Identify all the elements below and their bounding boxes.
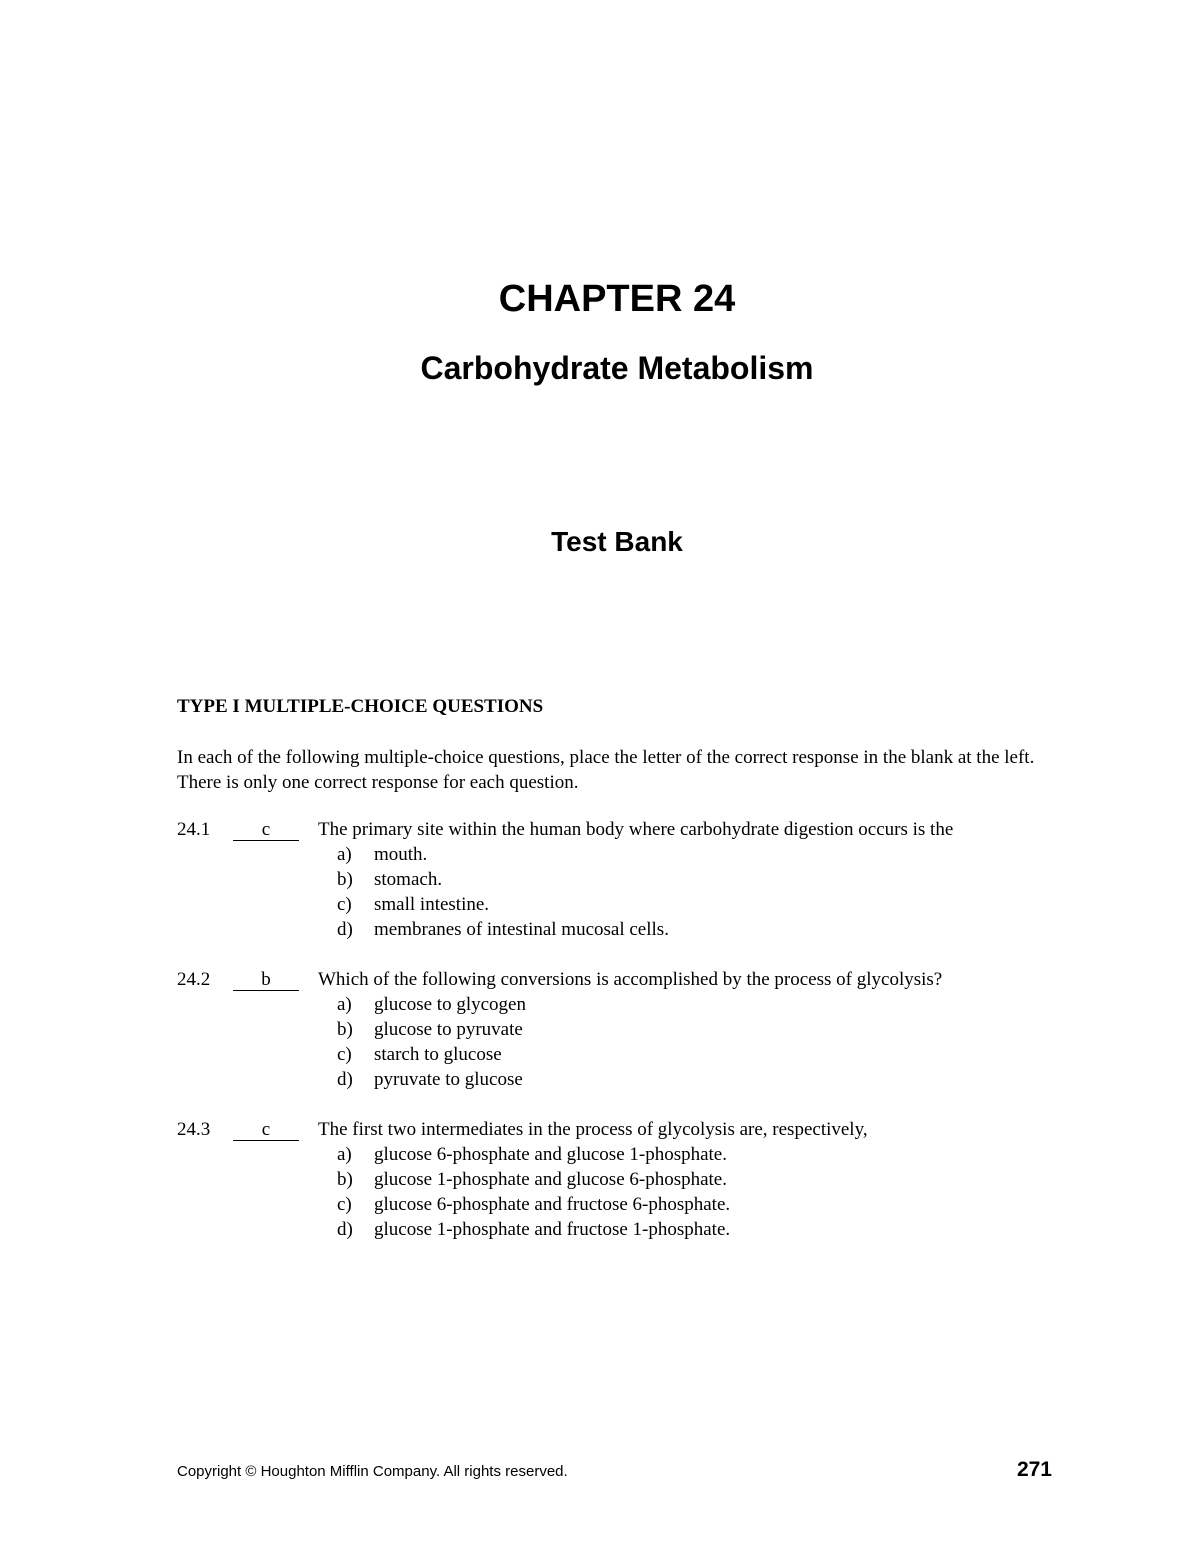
option-text: stomach. bbox=[374, 869, 443, 890]
option-text: glucose 1-phosphate and fructose 1-phosphate. bbox=[374, 1219, 731, 1240]
option-letter: b) bbox=[337, 1019, 353, 1040]
instructions-paragraph: In each of the following multiple-choice questions, place the letter of the correct response in the blank at the left. There is only one correct response for each question. bbox=[177, 747, 1035, 793]
test-bank-heading: Test Bank bbox=[551, 526, 683, 557]
chapter-title: CHAPTER 24 bbox=[498, 278, 736, 320]
option-text: starch to glucose bbox=[374, 1044, 502, 1065]
option-item bbox=[337, 992, 1077, 1017]
option-item bbox=[337, 1067, 1077, 1092]
option-letter: a) bbox=[337, 1144, 352, 1165]
option-text: small intestine. bbox=[374, 894, 490, 915]
option-letter: b) bbox=[337, 1169, 353, 1190]
question-24-3 bbox=[177, 1117, 1077, 1242]
option-item bbox=[337, 1167, 1077, 1192]
answer-blank: c bbox=[233, 1120, 299, 1141]
option-letter: c) bbox=[337, 1044, 352, 1065]
answer-blank: b bbox=[233, 970, 299, 991]
question-list bbox=[177, 817, 1077, 1267]
footer-copyright: Copyright © Houghton Mifflin Company. All rights reserved. bbox=[177, 1463, 568, 1480]
option-text: pyruvate to glucose bbox=[374, 1069, 523, 1090]
answer-blank: c bbox=[233, 820, 299, 841]
option-letter: c) bbox=[337, 1194, 352, 1215]
option-letter: b) bbox=[337, 869, 353, 890]
option-item bbox=[337, 867, 1077, 892]
option-letter: a) bbox=[337, 844, 352, 865]
question-number: 24.2 bbox=[177, 969, 211, 990]
question-text: The primary site within the human body where carbohydrate digestion occurs is the bbox=[318, 819, 954, 840]
question-number: 24.1 bbox=[177, 819, 211, 840]
option-item bbox=[337, 1192, 1077, 1217]
option-text: glucose 1-phosphate and glucose 6-phosphate. bbox=[374, 1169, 727, 1190]
option-item bbox=[337, 842, 1077, 867]
option-letter: d) bbox=[337, 919, 353, 940]
option-list bbox=[177, 1142, 1077, 1242]
question-number: 24.3 bbox=[177, 1119, 211, 1140]
option-letter: d) bbox=[337, 1219, 353, 1240]
option-item bbox=[337, 1042, 1077, 1067]
option-item bbox=[337, 917, 1077, 942]
question-24-1 bbox=[177, 817, 1077, 942]
question-text: Which of the following conversions is accomplished by the process of glycolysis? bbox=[318, 969, 943, 990]
option-item bbox=[337, 1217, 1077, 1242]
option-text: mouth. bbox=[374, 844, 428, 865]
option-letter: c) bbox=[337, 894, 352, 915]
option-text: glucose 6-phosphate and fructose 6-phosphate. bbox=[374, 1194, 731, 1215]
option-text: glucose 6-phosphate and glucose 1-phosphate. bbox=[374, 1144, 727, 1165]
question-text: The first two intermediates in the process of glycolysis are, respectively, bbox=[318, 1119, 868, 1140]
question-24-2 bbox=[177, 967, 1077, 1092]
section-heading: TYPE I MULTIPLE-CHOICE QUESTIONS bbox=[177, 696, 544, 717]
option-text: glucose to pyruvate bbox=[374, 1019, 523, 1040]
page-number: 271 bbox=[1016, 1458, 1052, 1481]
option-text: glucose to glycogen bbox=[374, 994, 526, 1015]
option-list bbox=[177, 992, 1077, 1092]
option-text: membranes of intestinal mucosal cells. bbox=[374, 919, 669, 940]
option-list bbox=[177, 842, 1077, 942]
option-item bbox=[337, 1017, 1077, 1042]
option-item bbox=[337, 892, 1077, 917]
option-letter: d) bbox=[337, 1069, 353, 1090]
option-item bbox=[337, 1142, 1077, 1167]
option-letter: a) bbox=[337, 994, 352, 1015]
chapter-subtitle: Carbohydrate Metabolism bbox=[420, 350, 814, 386]
